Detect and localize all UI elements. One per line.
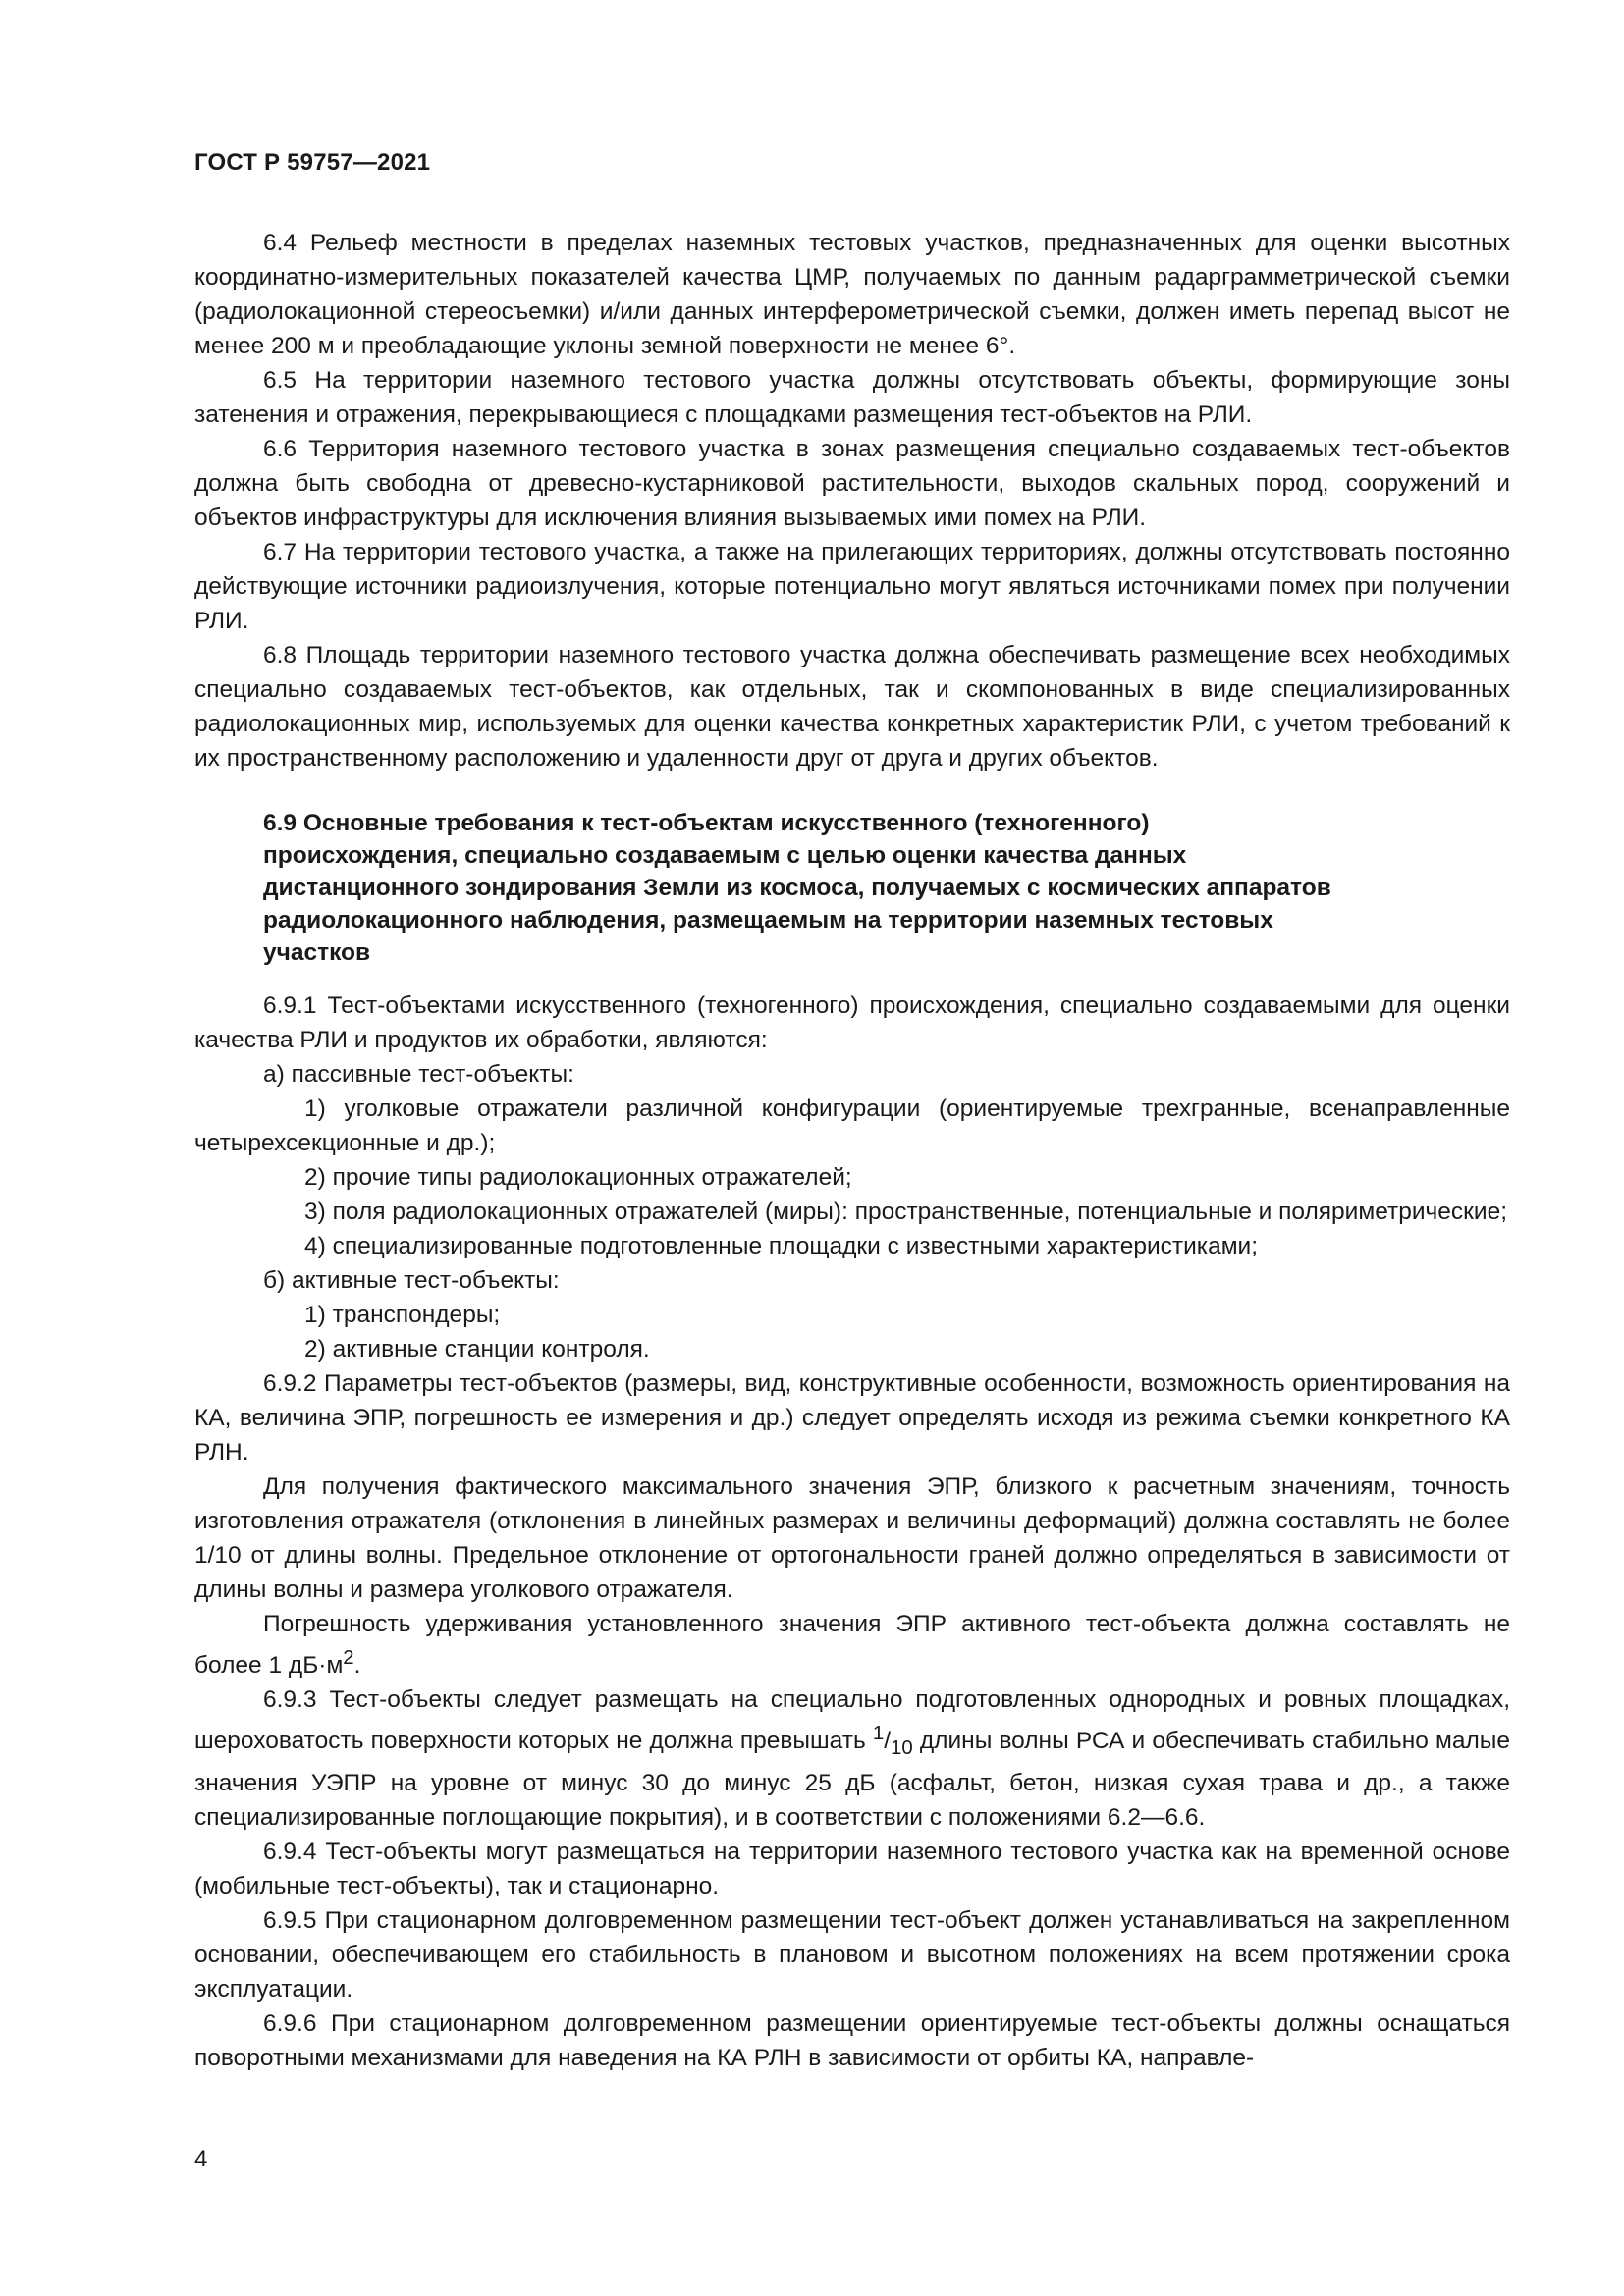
list-a-item: 1) уголковые отражатели различной конфигурации (ориентируемые трехгранные, всенаправленные четырехсекционные и др.); <box>194 1095 1510 1156</box>
paragraph-6-9-2-accuracy: Для получения фактического максимального значения ЭПР, близкого к расчетным значениям, точность изготовления отражателя (отклонения в линейных размерах и величины деформаций) должна составлять не более 1/10 от длины волны. Предельное отклонение от ортогональности граней должно определяться в зависимости от длины волны и размера уголкового отражателя. <box>194 1473 1510 1603</box>
paragraph-6-9-1: 6.9.1 Тест-объектами искусственного (техногенного) происхождения, специально создаваемыми для оценки качества РЛИ и продуктов их обработки, являются: <box>194 992 1510 1053</box>
paragraph-6-9-2: 6.9.2 Параметры тест-объектов (размеры, вид, конструктивные особенности, возможность ориентирования на КА, величина ЭПР, погрешность ее измерения и др.) следует определять исходя из режима съемки конкретного КА РЛН. <box>194 1370 1510 1466</box>
list-a-item: 3) поля радиолокационных отражателей (миры): пространственные, потенциальные и поляриметрические; <box>304 1199 1508 1225</box>
list-a-item: 4) специализированные подготовленные площадки с известными характеристиками; <box>304 1233 1259 1259</box>
tolerance-text: Погрешность удерживания установленного значения ЭПР активного тест-объекта должна составлять не более 1 дБ·м <box>194 1611 1510 1680</box>
paragraph-6-5: 6.5 На территории наземного тестового участка должны отсутствовать объекты, формирующие зоны затенения и отражения, перекрывающиеся с площадками размещения тест-объектов на РЛИ. <box>194 367 1510 428</box>
paragraph-6-9-2-tolerance <box>194 1607 1510 1682</box>
paragraph-6-8: 6.8 Площадь территории наземного тестового участка должна обеспечивать размещение всех необходимых специально создаваемых тест-объектов, как отдельных, так и скомпонованных в виде специализированных радиолокационных мир, используемых для оценки качества конкретных характеристик РЛИ, с учетом требований к их пространственному расположению и удаленности друг от друга и других объектов. <box>194 642 1510 772</box>
section-heading-line: дистанционного зондирования Земли из космоса, получаемых с космических аппаратов <box>263 875 1331 901</box>
paragraph-6-9-6: 6.9.6 При стационарном долговременном размещении ориентируемые тест-объекты должны оснащаться поворотными механизмами для наведения на КА РЛН в зависимости от орбиты КА, направле- <box>194 2010 1510 2072</box>
paragraph-6-9-3-after: длины волны РСА и обеспечивать стабильно малые значения УЭПР на уровне от минус 30 до минус 25 дБ (асфальт, бетон, низкая сухая трава и др., а также специализированные поглощающие покрытия), и в соответствии с положениями 6.2—6.6. <box>194 1728 1510 1832</box>
section-heading-6-9 <box>263 807 1510 969</box>
paragraph-6-9-5: 6.9.5 При стационарном долговременном размещении тест-объект должен устанавливаться на закрепленном основании, обеспечивающем его стабильность в плановом и высотном положениях на всем протяжении срока эксплуатации. <box>194 1907 1510 2003</box>
document-header: ГОСТ Р 59757—2021 <box>194 149 431 176</box>
fraction-denominator: 10 <box>891 1737 913 1760</box>
fraction-numerator: 1 <box>872 1723 885 1745</box>
list-b-item: 2) активные станции контроля. <box>304 1336 650 1362</box>
list-a-title: а) пассивные тест-объекты: <box>263 1061 574 1088</box>
section-heading-line: 6.9 Основные требования к тест-объектам искусственного (техногенного) <box>263 810 1150 836</box>
list-b-title: б) активные тест-объекты: <box>263 1267 560 1294</box>
section-heading-line: участков <box>263 939 371 966</box>
paragraph-6-4: 6.4 Рельеф местности в пределах наземных тестовых участков, предназначенных для оценки высотных координатно-измерительных показателей качества ЦМР, получаемых по данным радарграмметрической съемки (радиолокационной стереосъемки) и/или данных интерферометрической съемки, должен иметь перепад высот не менее 200 м и преобладающие уклоны земной поверхности не менее 6°. <box>194 230 1510 359</box>
paragraph-6-9-3 <box>194 1682 1510 1835</box>
paragraph-6-7: 6.7 На территории тестового участка, а также на прилегающих территориях, должны отсутствовать постоянно действующие источники радиоизлучения, которые потенциально могут являться источниками помех при получении РЛИ. <box>194 539 1510 634</box>
page-number: 4 <box>194 2146 208 2172</box>
list-b-item: 1) транспондеры; <box>304 1302 501 1328</box>
unit-superscript: 2 <box>343 1647 354 1669</box>
fraction-slash: / <box>884 1728 892 1755</box>
list-a-item: 2) прочие типы радиолокационных отражателей; <box>304 1164 852 1191</box>
paragraph-6-6: 6.6 Территория наземного тестового участка в зонах размещения специально создаваемых тест-объектов должна быть свободна от древесно-кустарниковой растительности, выходов скальных пород, сооружений и объектов инфраструктуры для исключения влияния вызываемых ими помех на РЛИ. <box>194 436 1510 531</box>
section-heading-line: радиолокационного наблюдения, размещаемым на территории наземных тестовых <box>263 907 1273 934</box>
paragraph-6-9-4: 6.9.4 Тест-объекты могут размещаться на территории наземного тестового участка как на временной основе (мобильные тест-объекты), так и стационарно. <box>194 1839 1510 1900</box>
tolerance-end: . <box>353 1652 361 1680</box>
section-heading-line: происхождения, специально создаваемым с целью оценки качества данных <box>263 842 1187 869</box>
document-body <box>194 226 1510 2075</box>
document-page <box>194 0 1510 2296</box>
paragraph-6-9-3-before: 6.9.3 Тест-объекты следует размещать на специально подготовленных однородных и ровных площадках, шероховатость поверхности которых не должна превышать <box>194 1686 1510 1755</box>
